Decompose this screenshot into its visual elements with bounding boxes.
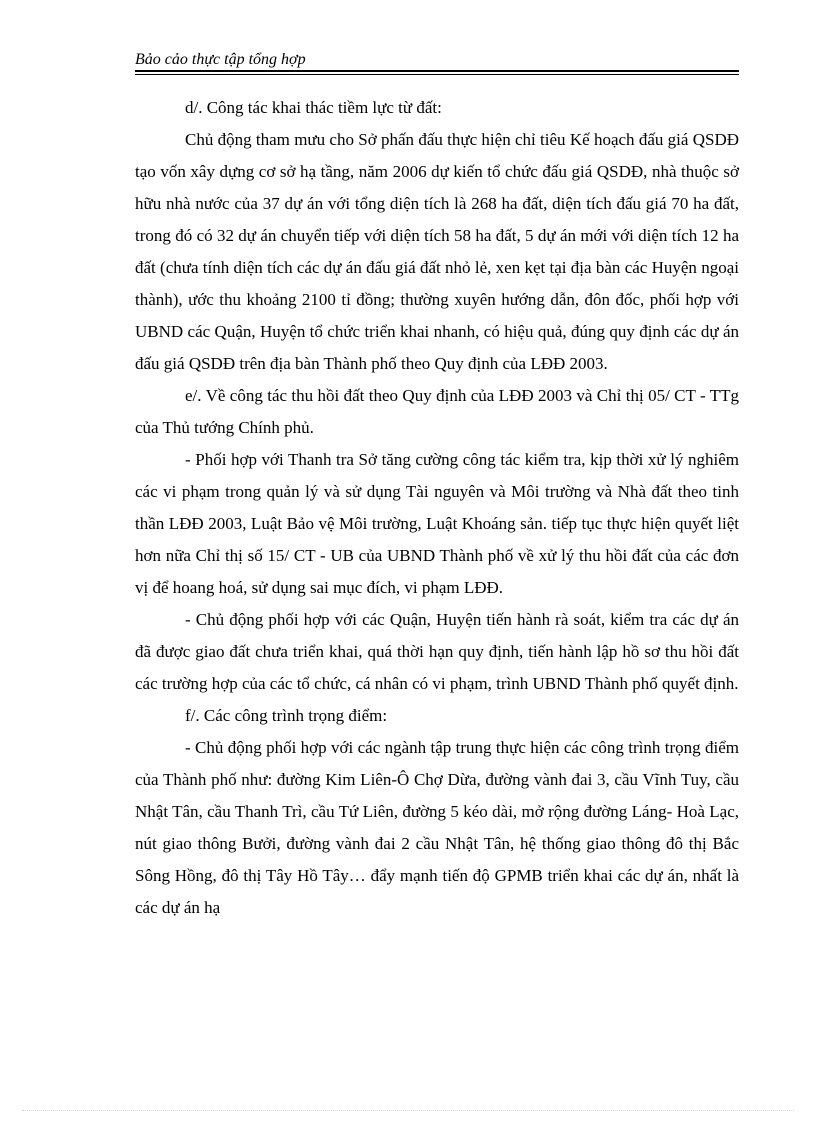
paragraph-land-auction: Chủ động tham mưu cho Sở phấn đấu thực hiện chỉ tiêu Kế hoạch đấu giá QSDĐ tạo vốn xây dựng cơ sở hạ tầng, năm 2006 dự kiến tổ chức đấu giá QSDĐ, nhà thuộc sở hữu nhà nước của 37 dự án với tổng diện tích là 268 ha đất, diện tích đấu giá 70 ha đất, trong đó có 32 dự án chuyển tiếp với diện tích 58 ha đất, 5 dự án mới với diện tích 12 ha đất (chưa tính diện tích các dự án đấu giá đất nhỏ lẻ, xen kẹt tại địa bàn các Huyện ngoại thành), ước thu khoảng 2100 tỉ đồng; thường xuyên hướng dẫn, đôn đốc, phối hợp với UBND các Quận, Huyện tổ chức triển khai nhanh, có hiệu quả, đúng quy định các dự án đấu giá QSDĐ trên địa bàn Thành phố theo Quy định của LĐĐ 2003. [135, 130, 739, 373]
header-title: Bảo cảo thực tập tổng hợp [135, 51, 306, 68]
paragraph-key-projects: - Chủ động phối hợp với các ngành tập trung thực hiện các công trình trọng điểm của Thành phố như: đường Kim Liên-Ô Chợ Dừa, đường vành đai 3, cầu Vĩnh Tuy, cầu Nhật Tân, cầu Thanh Trì, cầu Tứ Liên, đường 5 kéo dài, mở rộng đường Láng- Hoà Lạc, nút giao thông Bưởi, đường vành đai 2 cầu Nhật Tân, hệ thống giao thông đô thị Bắc Sông Hồng, đô thị Tây Hồ Tây… đẩy mạnh tiến độ GPMB triển khai các dự án, nhất là các dự án hạ [135, 738, 739, 917]
paragraph-inspection: - Phối hợp với Thanh tra Sở tăng cường công tác kiểm tra, kịp thời xử lý nghiêm các vi phạm trong quản lý và sử dụng Tài nguyên và Môi trường và Nhà đất theo tinh thần LĐĐ 2003, Luật Bảo vệ Môi trường, Luật Khoáng sản. tiếp tục thực hiện quyết liệt hơn nữa Chỉ thị số 15/ CT - UB của UBND Thành phố về xử lý thu hồi đất của các đơn vị để hoang hoá, sử dụng sai mục đích, vi phạm LĐĐ. [135, 450, 739, 597]
section-heading-e: e/. Về công tác thu hồi đất theo Quy định của LĐĐ 2003 và Chỉ thị 05/ CT - TTg của Thủ tướng Chính phủ. [135, 386, 739, 437]
document-body [135, 92, 739, 924]
header-rule [135, 70, 739, 72]
section-heading-f: f/. Các công trình trọng điểm: [185, 706, 388, 725]
page-header [135, 50, 739, 70]
footer-dotted-line [22, 1110, 794, 1111]
paragraph-review: - Chủ động phối hợp với các Quận, Huyện tiến hành rà soát, kiểm tra các dự án đã được giao đất chưa triển khai, quá thời hạn quy định, tiến hành lập hồ sơ thu hồi đất các trường hợp của các tổ chức, cá nhân có vi phạm, trình UBND Thành phố quyết định. [135, 610, 739, 693]
header-rule-thin [135, 74, 739, 75]
section-heading-d: d/. Công tác khai thác tiềm lực từ đất: [185, 98, 442, 117]
